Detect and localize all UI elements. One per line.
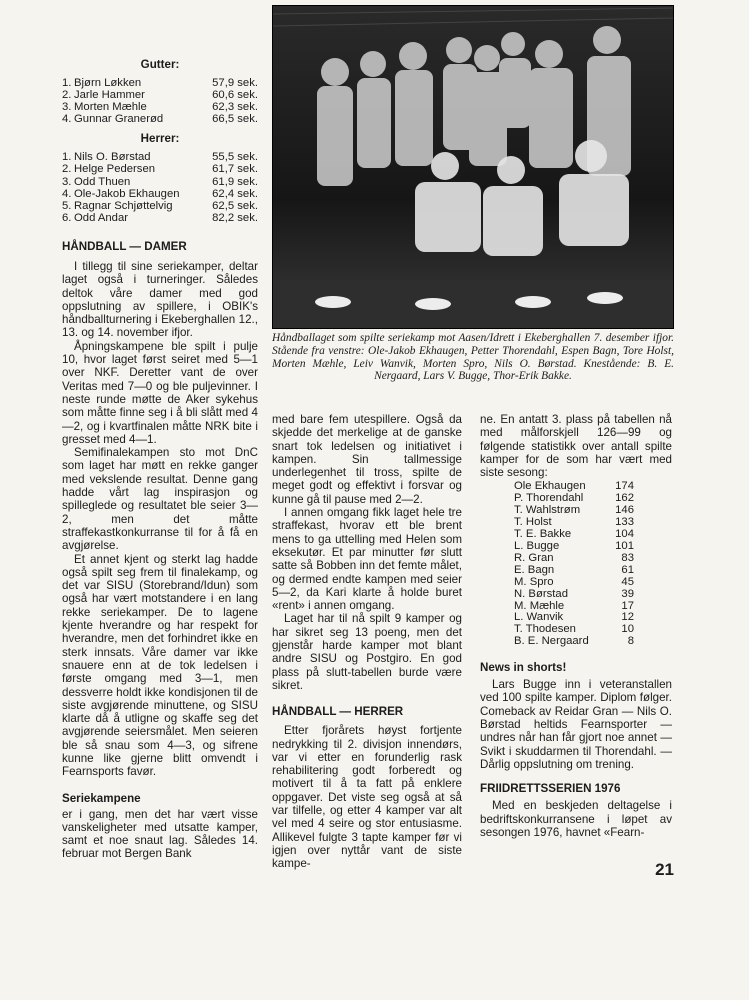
result-time: 61,7 sek. xyxy=(212,163,258,176)
stat-matches: 61 xyxy=(621,563,634,576)
stat-player: B. E. Nergaard xyxy=(514,635,589,648)
damer-heading: HÅNDBALL — DAMER xyxy=(62,240,187,253)
stat-matches: 174 xyxy=(615,480,634,493)
stat-player: T. E. Bakke xyxy=(514,528,572,541)
stat-matches: 39 xyxy=(621,587,634,600)
team-photo xyxy=(272,5,674,329)
result-time: 66,5 sek. xyxy=(212,113,258,126)
stat-matches: 45 xyxy=(621,575,634,588)
result-row xyxy=(62,101,258,113)
result-row xyxy=(62,163,258,175)
match-statistics xyxy=(514,481,672,648)
result-row xyxy=(62,200,258,212)
boys-results xyxy=(62,77,258,125)
stat-matches: 17 xyxy=(621,599,634,612)
friidrett-body xyxy=(480,799,672,839)
paragraph: Et annet kjent og sterkt lag hadde også spilt seg frem til finalekamp, og det var SISU (Storebrand/Idun) som også har vært motstandere i en lang rekke seriekamper. De to lagene kjente hverandre og har respekt for hverandre, men det forhindret ikke en sterk innsats. Våre damer var ikke snauere enn at de tok ledelsen i første omgang med 3—1, men dessverre holdt ikke kondisjonen til de siste avgjørende minuttene, og SISU klarte då å utligne og skaffe seg det avgjørende seiersmålet. Men seieren ble så snau som 4—3, og sifrene kunne like gjerne blitt omvendt i Fearnsports favør. xyxy=(62,552,258,779)
news-body xyxy=(480,678,672,771)
stat-row xyxy=(514,636,672,648)
paragraph: er i gang, men det har vært visse vanskeligheter med utsatte kamper, samt et noe snaut lag. Således 14. februar mot Bergen Bank xyxy=(62,807,258,861)
stat-player: T. Thodesen xyxy=(514,623,576,636)
stat-matches: 146 xyxy=(615,504,634,517)
result-row xyxy=(62,89,258,101)
men-title: Herrer: xyxy=(140,132,180,146)
result-rank: 3. xyxy=(62,175,72,188)
stat-matches: 10 xyxy=(621,623,634,636)
stat-player: M. Spro xyxy=(514,575,554,588)
result-rank: 6. xyxy=(62,211,72,224)
stat-matches: 162 xyxy=(615,492,634,505)
result-row xyxy=(62,176,258,188)
serie-body xyxy=(62,808,258,861)
results-block xyxy=(62,58,258,224)
stat-row xyxy=(514,589,672,601)
result-rank: 3. xyxy=(62,101,72,114)
result-row xyxy=(62,151,258,163)
result-rank: 4. xyxy=(62,113,72,126)
team-photo-image xyxy=(273,6,673,328)
paragraph: Semifinalekampen sto mot DnC som laget har møtt en rekke ganger med vekslende resultat. Denne gang hadde vårt lag inspirasjon og spilleglede og resultatet ble seier 3—2, men det måtte straffekastkonkurranse til for å få en avgjørelse. xyxy=(62,446,258,553)
result-rank: 4. xyxy=(62,187,72,200)
news-text: Lars Bugge inn i veteranstallen ved 100 spilte kamper. Diplom følger. Comeback av Reidar Gran — Nils O. Børstad heltids Fearnsporter — undres når han får gjort noe annet — Svikt i skuddarmen til Thorendahl. — Dårlig oppslutning om trening. xyxy=(480,678,672,771)
paragraph: Åpningskampene ble spilt i pulje 10, hvor laget først seiret med 5—1 over NKF. Deretter vant de over Veritas med 7—0 og ble puljevinner. I neste runde møtte de Aker sykehus som måtte finne seg i å bli slått med 4—2, og i kvartfinalen måtte NRK bite i gresset med 4—1. xyxy=(62,339,258,446)
stat-matches: 101 xyxy=(615,540,634,553)
column-three xyxy=(480,413,672,839)
result-rank: 1. xyxy=(62,77,72,89)
stat-matches: 83 xyxy=(621,551,634,564)
serie-heading: Seriekampene xyxy=(62,791,141,805)
result-rank: 2. xyxy=(62,163,72,176)
men-results xyxy=(62,151,258,224)
column-two xyxy=(272,413,462,871)
result-time: 62,4 sek. xyxy=(212,187,258,200)
result-row xyxy=(62,212,258,224)
page-number: 21 xyxy=(655,860,674,879)
stat-player: L. Bugge xyxy=(514,540,560,553)
result-rank: 2. xyxy=(62,89,72,102)
col3-intro xyxy=(480,413,672,479)
friidrett-text: Med en beskjeden deltagelse i bedriftskonkurransene i løpet av sesongen 1976, havnet «Fearn- xyxy=(480,799,672,839)
stat-player: P. Thorendahl xyxy=(514,492,584,505)
result-row xyxy=(62,77,258,89)
result-name: Ragnar Schjøttelvig xyxy=(74,199,173,212)
herrer-heading: HÅNDBALL — HERRER xyxy=(272,705,404,719)
result-rank: 1. xyxy=(62,151,72,164)
result-name: Nils O. Børstad xyxy=(74,151,151,164)
paragraph: I annen omgang fikk laget hele tre straffekast, hvorav ett ble brent mens to ga uttelling med Helen som eksekutør. Et par minutter før slutt satte så Bobben inn det femte målet, og dermed endte kampen med seier 5—2, da Kari klarte å holde buret «rent» i annen omgang. xyxy=(272,506,462,613)
stat-matches: 133 xyxy=(615,516,634,529)
result-time: 61,9 sek. xyxy=(212,175,258,188)
stat-player: R. Gran xyxy=(514,551,554,564)
result-time: 62,5 sek. xyxy=(212,199,258,212)
result-time: 60,6 sek. xyxy=(212,89,258,102)
stat-player: E. Bagn xyxy=(514,563,555,576)
photo-caption: Håndballaget som spilte seriekamp mot Aasen/Idrett i Ekeberghallen 7. desember ifjor. Stående fra venstre: Ole-Jakob Ekhaugen, Petter Thorendahl, Espen Bagn, Tore Holst, Morten Mæhle, Leiv Wanvik, Morten Spro, Nils O. Børstad. Knestående: B. E. Nergaard, Lars V. Bugge, Thor-Erik Bakke. xyxy=(272,332,674,383)
stat-player: L. Wanvik xyxy=(514,611,564,624)
stat-player: N. Børstad xyxy=(514,587,568,600)
stat-player: M. Mæhle xyxy=(514,599,565,612)
paragraph: Etter fjorårets høyst fortjente nedrykking til 2. divisjon innendørs, var vi etter en forunderlig rask rehabilitering godt forberedt og motivert til å ta fatt på enklere oppgaver. Det viste seg også at så var tilfelle, og etter 4 kamper var alt vel med 4 seire og stor entusiasme. Allikevel fulgte 3 tapte kamper før vi igjen over nyttår vant de siste kampe- xyxy=(272,724,462,871)
result-name: Jarle Hammer xyxy=(74,89,145,102)
damer-body xyxy=(62,260,258,779)
result-name: Ole-Jakob Ekhaugen xyxy=(74,187,180,200)
stat-player: T. Wahlstrøm xyxy=(514,504,581,517)
stat-matches: 104 xyxy=(615,528,634,541)
result-row xyxy=(62,113,258,125)
stat-matches: 12 xyxy=(621,611,634,624)
result-time: 55,5 sek. xyxy=(212,151,258,164)
result-name: Bjørn Løkken xyxy=(74,77,142,89)
paragraph: med bare fem utespillere. Også da skjedde det merkelige at de ganske snart tok ledelsen og initiativet i kampen. Sin tallmessige underlegenhet til tross, spilte de meget godt og effektivt i forsvar og kunne gå til pause med 2—2. xyxy=(272,413,462,506)
result-name: Odd Andar xyxy=(74,211,129,224)
result-time: 57,9 sek. xyxy=(212,77,258,89)
boys-title: Gutter: xyxy=(140,58,180,71)
paragraph: Laget har til nå spilt 9 kamper og har sikret seg 13 poeng, men det gjenstår harde kamper mot blant andre SISU og Postgiro. En god plass på slutt-tabellen burde være sikret. xyxy=(272,612,462,692)
friidrett-heading: FRIIDRETTSSERIEN 1976 xyxy=(480,782,621,796)
stat-row xyxy=(514,565,672,577)
news-heading: News in shorts! xyxy=(480,661,567,675)
herrer-body xyxy=(272,724,462,870)
damer-section xyxy=(62,240,258,861)
paragraph: I tillegg til sine seriekamper, deltar laget også i turneringer. Således deltok våre damer med god oppslutning av spillere, i OBIK's håndballturnering i Ekeberghallen 12., 13. og 14. november ifjor. xyxy=(62,260,258,340)
col2-body xyxy=(272,413,462,692)
result-time: 62,3 sek. xyxy=(212,101,258,114)
result-name: Gunnar Granerød xyxy=(74,113,164,126)
result-name: Morten Mæhle xyxy=(74,101,147,114)
stat-row xyxy=(514,577,672,589)
result-time: 82,2 sek. xyxy=(212,211,258,224)
result-name: Odd Thuen xyxy=(74,175,131,188)
result-name: Helge Pedersen xyxy=(74,163,156,176)
stat-player: Ole Ekhaugen xyxy=(514,480,586,493)
result-row xyxy=(62,188,258,200)
stat-matches: 8 xyxy=(627,635,634,648)
result-rank: 5. xyxy=(62,199,72,212)
col3-intro-text: ne. En antatt 3. plass på tabellen nå med målforskjell 126—99 og følgende statistikk over antall spilte kamper for de som har vært med siste sesong: xyxy=(480,413,672,480)
stat-player: T. Holst xyxy=(514,516,552,529)
